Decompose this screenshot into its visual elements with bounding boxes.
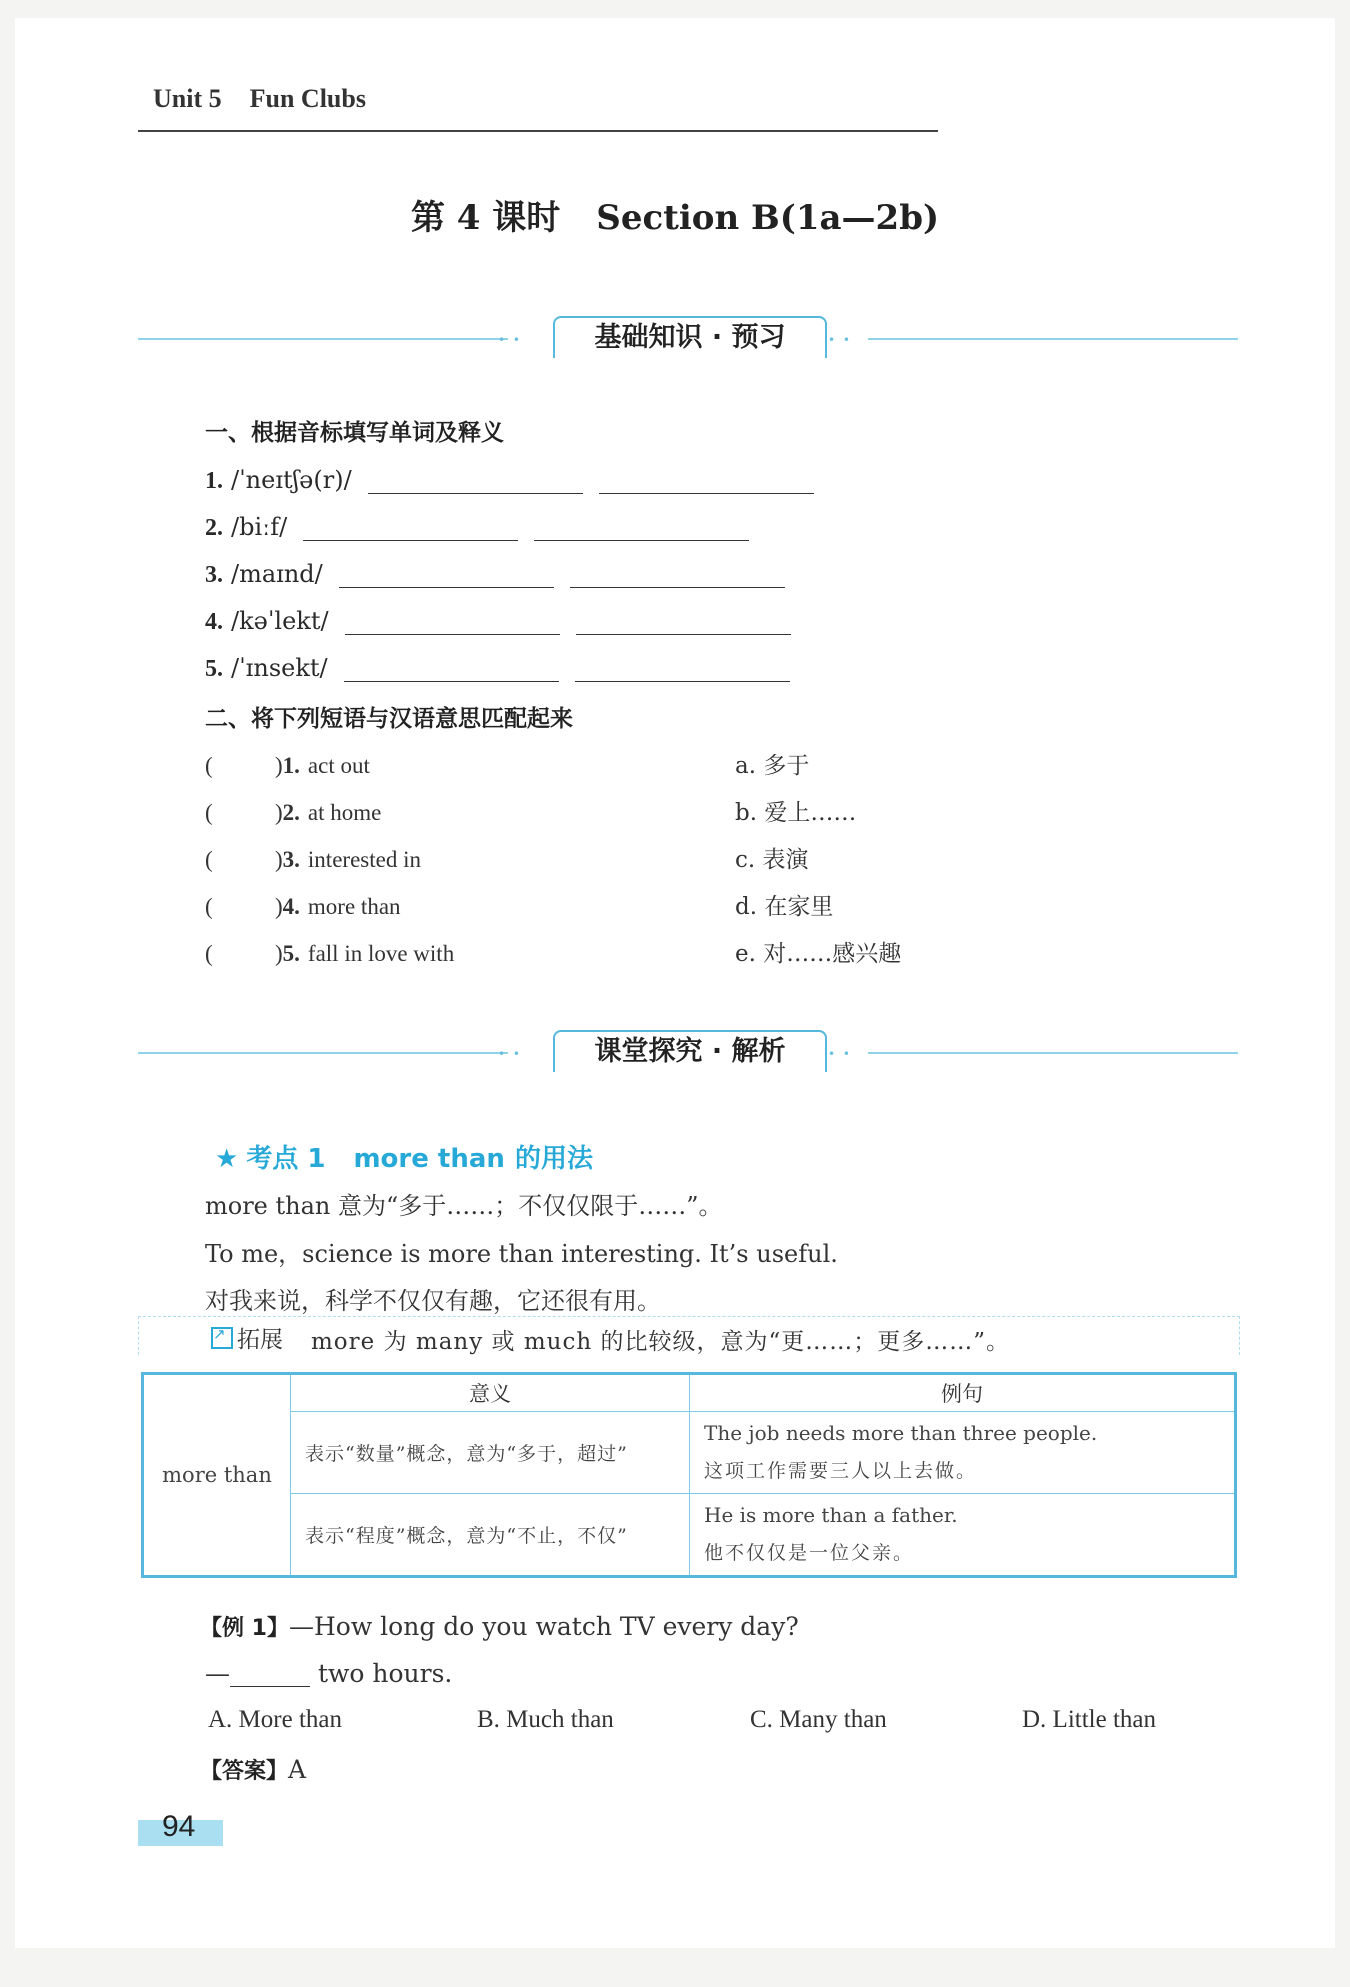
match-option: b. 爱上…… (735, 800, 857, 826)
item-number: 3. (205, 562, 223, 588)
unit-label: Unit 5 (153, 84, 222, 113)
question-text: —How long do you watch TV every day? (288, 1612, 799, 1641)
match-item: ( )2. at home (205, 793, 381, 833)
vocab-item (205, 648, 790, 688)
answer-blank[interactable] (570, 563, 785, 588)
table-header-example: 例句 (690, 1374, 1236, 1412)
answer-blank[interactable] (576, 610, 791, 635)
table-cell-meaning: 表示“数量”概念，意为“多于，超过” (291, 1412, 690, 1494)
match-option: a. 多于 (735, 753, 810, 779)
answer-tag: 【答案】 (200, 1759, 289, 1784)
answer-value: A (288, 1755, 307, 1784)
table-row-head: more than (143, 1374, 291, 1577)
phrase: interested in (307, 847, 421, 872)
option-d[interactable]: D. Little than (1022, 1706, 1156, 1733)
answer-paren[interactable]: ( (205, 753, 213, 778)
phrase: act out (307, 753, 370, 778)
usage-table (141, 1372, 1237, 1578)
running-header (153, 84, 394, 114)
item-number: 5. (282, 941, 300, 966)
banner-line (868, 1052, 1238, 1054)
example-sentence-cn: 对我来说，科学不仅仅有趣，它还很有用。 (205, 1287, 661, 1315)
phonetic: /kəˈlekt/ (231, 607, 329, 635)
key-point-title (215, 1138, 593, 1175)
workbook-page (15, 18, 1335, 1948)
phonetic: /ˈɪnsekt/ (231, 654, 328, 682)
phrase: fall in love with (307, 941, 455, 966)
answer-line (200, 1754, 306, 1785)
part2-heading: 二、将下列短语与汉语意思匹配起来 (205, 706, 573, 732)
header-rule (138, 130, 938, 132)
lesson-title (15, 190, 1335, 239)
key-point-topic: 的用法 (514, 1144, 593, 1174)
example-question (200, 1611, 799, 1642)
phrase: more than (307, 894, 401, 919)
expand-text: more 为 many 或 much 的比较级，意为“更……；更多……”。 (311, 1329, 1010, 1355)
expand-icon (211, 1327, 233, 1349)
example-tag: 【例 1】 (200, 1616, 289, 1641)
key-point-label: 考点 1 (246, 1144, 326, 1174)
example-en: The job needs more than three people. (704, 1421, 1098, 1446)
answer-blank[interactable] (344, 657, 559, 682)
example-cn: 他不仅仅是一位父亲。 (704, 1542, 915, 1565)
vocab-item (205, 554, 785, 594)
banner-dots: • • (828, 333, 852, 347)
banner-dots: • • (498, 1047, 522, 1061)
match-item: ( )1. act out (205, 746, 370, 786)
example-sentence-en: To me，science is more than interesting. It’s useful. (205, 1240, 838, 1268)
item-number: 2. (205, 515, 223, 541)
part1-heading: 一、根据音标填写单词及释义 (205, 420, 504, 446)
banner-dots: • • (828, 1047, 852, 1061)
match-item: ( )4. more than (205, 887, 401, 927)
answer-blank[interactable] (599, 469, 814, 494)
banner-dots: • • (498, 333, 522, 347)
match-option: e. 对……感兴趣 (735, 941, 902, 967)
item-number: 5. (205, 656, 223, 682)
item-number: 4. (282, 894, 300, 919)
option-b[interactable]: B. Much than (477, 1706, 614, 1733)
phonetic: /biːf/ (231, 513, 288, 541)
banner-line (138, 338, 508, 340)
lesson-title-en: Section B(1a—2b) (596, 198, 940, 238)
phonetic: /ˈneɪtʃə(r)/ (231, 466, 352, 494)
table-row (143, 1493, 1236, 1576)
star-icon: ★ (215, 1144, 239, 1174)
expand-label: ↗拓展 (211, 1321, 283, 1354)
answer-blank[interactable] (345, 610, 560, 635)
answer-blank[interactable] (575, 657, 790, 682)
item-number: 2. (282, 800, 300, 825)
item-number: 4. (205, 609, 223, 635)
item-number: 3. (282, 847, 300, 872)
page-number-badge (138, 1810, 223, 1846)
example-en: He is more than a father. (704, 1503, 958, 1528)
option-c[interactable]: C. Many than (750, 1706, 887, 1733)
table-header-meaning: 意义 (291, 1374, 690, 1412)
phrase: at home (307, 800, 382, 825)
banner-line (868, 338, 1238, 340)
answer-blank[interactable] (303, 516, 518, 541)
match-item: ( )3. interested in (205, 840, 421, 880)
section-banner-preview (138, 314, 1238, 364)
key-point-phrase: more than (353, 1144, 505, 1174)
answer-paren[interactable]: ( (205, 800, 213, 825)
answer-blank[interactable] (534, 516, 749, 541)
table-cell-meaning: 表示“程度”概念，意为“不止，不仅” (291, 1493, 690, 1576)
vocab-item (205, 601, 791, 641)
match-option: c. 表演 (735, 847, 809, 873)
example-answer-line: — two hours. (205, 1659, 453, 1688)
option-a[interactable]: A. More than (208, 1706, 342, 1733)
section-banner-analysis (138, 1028, 1238, 1078)
table-row (143, 1412, 1236, 1494)
answer-blank[interactable] (230, 1664, 310, 1687)
answer-paren[interactable]: ( (205, 941, 213, 966)
match-item: ( )5. fall in love with (205, 934, 454, 974)
item-number: 1. (282, 753, 300, 778)
table-cell-example (690, 1493, 1236, 1576)
answer-paren[interactable]: ( (205, 894, 213, 919)
vocab-item (205, 507, 749, 547)
page-number: 94 (162, 1810, 196, 1843)
banner-title: 基础知识 · 预习 (553, 316, 827, 358)
answer-blank[interactable] (368, 469, 583, 494)
banner-title: 课堂探究 · 解析 (553, 1030, 827, 1072)
phonetic: /maɪnd/ (231, 560, 323, 588)
table-cell-example (690, 1412, 1236, 1494)
vocab-item (205, 460, 814, 500)
table-header-row (143, 1374, 1236, 1412)
unit-title: Fun Clubs (249, 84, 366, 113)
answer-blank[interactable] (339, 563, 554, 588)
explanation-text: more than 意为“多于……；不仅仅限于……”。 (205, 1192, 723, 1220)
item-number: 1. (205, 468, 223, 494)
example-cn: 这项工作需要三人以上去做。 (704, 1460, 978, 1483)
match-option: d. 在家里 (735, 894, 834, 920)
answer-paren[interactable]: ( (205, 847, 213, 872)
banner-line (138, 1052, 508, 1054)
lesson-title-cn: 第 4 课时 (410, 198, 561, 238)
